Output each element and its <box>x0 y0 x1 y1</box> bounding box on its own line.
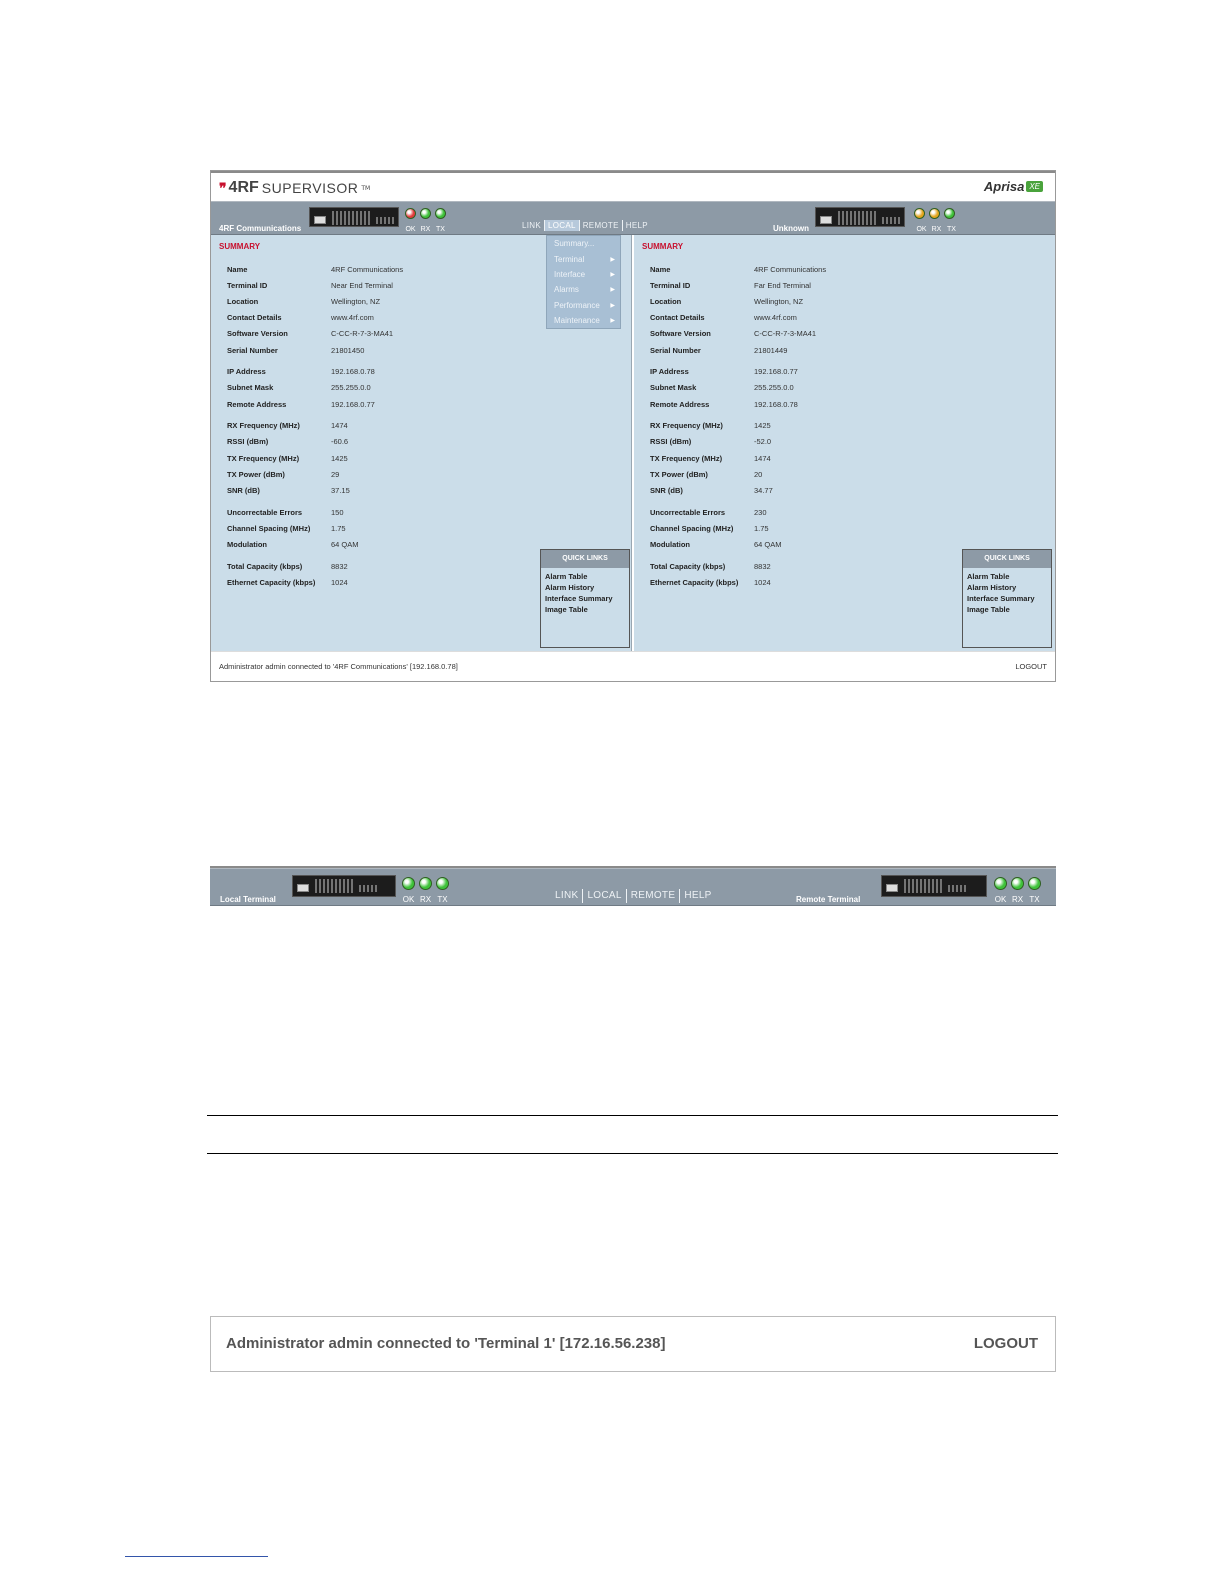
summary-row <box>650 396 950 412</box>
summary-field-label: SNR (dB) <box>227 486 260 496</box>
logout-link[interactable]: LOGOUT <box>973 1335 1038 1352</box>
remote-device-icon[interactable] <box>881 875 987 897</box>
menu-item-label: Alarms <box>554 285 579 295</box>
summary-row <box>227 537 527 553</box>
summary-row <box>227 310 527 326</box>
summary-row <box>650 418 950 434</box>
summary-row <box>227 418 527 434</box>
brand-mark-icon: ❞ <box>219 179 226 196</box>
aprisa-name: Aprisa <box>983 179 1025 194</box>
quick-link-interface-summary[interactable]: Interface Summary <box>545 594 613 603</box>
summary-field-value: 4RF Communications <box>754 264 827 274</box>
summary-row <box>227 396 527 412</box>
connection-status: Administrator admin connected to '4RF Communications' [192.168.0.78] <box>219 662 458 671</box>
summary-field-value: www.4rf.com <box>331 313 374 323</box>
summary-field-value: 8832 <box>331 561 348 571</box>
summary-row <box>650 466 950 482</box>
summary-row <box>227 466 527 482</box>
summary-row <box>227 434 527 450</box>
led-label-ok: OK <box>916 226 927 233</box>
summary-field-label: Serial Number <box>227 345 278 355</box>
led-label-tx: TX <box>947 226 956 233</box>
quick-link-alarm-table[interactable]: Alarm Table <box>545 572 588 581</box>
rx-led-icon <box>420 208 431 219</box>
summary-row <box>650 277 950 293</box>
local-led-labels <box>405 226 446 233</box>
summary-row <box>650 574 950 590</box>
connection-status: Administrator admin connected to 'Terminal 1' [172.16.56.238] <box>226 1335 666 1352</box>
summary-field-label: IP Address <box>227 367 266 377</box>
terminal-status-bar <box>211 201 1055 235</box>
menu-item-label: Maintenance <box>554 316 600 326</box>
led-label-rx: RX <box>931 226 942 233</box>
summary-row <box>227 342 527 358</box>
remote-device-icon[interactable] <box>815 207 905 227</box>
summary-field-label: RX Frequency (MHz) <box>227 421 300 431</box>
remote-led-labels <box>994 895 1041 904</box>
summary-row <box>650 364 950 380</box>
terminal-strip <box>210 866 1056 906</box>
summary-field-label: RX Frequency (MHz) <box>650 421 723 431</box>
summary-row <box>650 450 950 466</box>
summary-row <box>227 364 527 380</box>
summary-title: SUMMARY <box>642 242 684 251</box>
nav-local[interactable]: LOCAL <box>583 889 626 903</box>
summary-field-label: Subnet Mask <box>650 383 697 393</box>
local-leds <box>405 208 446 219</box>
summary-field-value: 21801449 <box>754 345 788 355</box>
led-label-rx: RX <box>420 226 431 233</box>
menu-item-performance[interactable] <box>547 298 620 313</box>
summary-field-label: SNR (dB) <box>650 486 683 496</box>
summary-field-label: Software Version <box>650 329 711 339</box>
summary-field-value: -52.0 <box>754 437 772 447</box>
logout-link[interactable]: LOGOUT <box>1015 662 1047 671</box>
ok-led-icon <box>405 208 416 219</box>
summary-field-label: Contact Details <box>227 313 282 323</box>
summary-field-label: Name <box>650 264 671 274</box>
brand-name: 4RF <box>228 179 259 196</box>
remote-led-labels <box>916 226 957 233</box>
menu-item-label: Performance <box>554 300 600 310</box>
summary-row <box>650 434 950 450</box>
summary-field-value: 255.255.0.0 <box>754 383 794 393</box>
rx-led-icon <box>419 877 432 890</box>
summary-field-value: 192.168.0.78 <box>331 367 375 377</box>
summary-row <box>650 293 950 309</box>
nav-link[interactable]: LINK <box>551 889 583 903</box>
quick-link-alarm-table[interactable]: Alarm Table <box>967 572 1010 581</box>
summary-field-value: 34.77 <box>754 486 773 496</box>
summary-field-value: www.4rf.com <box>754 313 797 323</box>
summary-field-label: Location <box>227 296 259 306</box>
summary-field-value: 29 <box>331 469 340 479</box>
summary-row <box>650 342 950 358</box>
summary-row <box>227 277 527 293</box>
nav-help[interactable]: HELP <box>684 890 712 901</box>
summary-row <box>650 326 950 342</box>
summary-field-value: 1.75 <box>331 523 346 533</box>
nav-help[interactable]: HELP <box>625 221 648 230</box>
rx-led-icon <box>1011 877 1024 890</box>
local-terminal-name: 4RF Communications <box>219 224 302 233</box>
local-leds <box>402 877 449 890</box>
summary-field-value: 8832 <box>754 561 771 571</box>
quick-link-interface-summary[interactable]: Interface Summary <box>967 594 1035 603</box>
summary-row <box>227 504 527 520</box>
summary-row <box>227 520 527 536</box>
summary-field-value: 192.168.0.77 <box>331 399 375 409</box>
local-dropdown-menu <box>546 235 621 329</box>
summary-field-value: 64 QAM <box>754 540 782 550</box>
ok-led-icon <box>402 877 415 890</box>
summary-row <box>227 326 527 342</box>
summary-field-label: Terminal ID <box>650 280 691 290</box>
submenu-arrow-icon: ▶ <box>610 287 615 294</box>
menu-item-label: Interface <box>554 269 586 279</box>
led-label-ok: OK <box>402 895 415 904</box>
status-bar <box>210 1316 1056 1372</box>
tx-led-icon <box>436 877 449 890</box>
quick-link-image-table[interactable]: Image Table <box>967 605 1010 614</box>
tx-led-icon <box>944 208 955 219</box>
summary-field-label: Modulation <box>227 540 267 550</box>
quick-links-panel <box>962 549 1052 648</box>
rx-led-icon <box>929 208 940 219</box>
summary-row <box>227 261 527 277</box>
summary-field-label: RSSI (dBm) <box>227 437 269 447</box>
summary-field-label: Total Capacity (kbps) <box>227 561 303 571</box>
summary-row <box>650 504 950 520</box>
summary-field-label: Location <box>650 296 682 306</box>
tx-led-icon <box>1028 877 1041 890</box>
app-header <box>211 171 1055 201</box>
summary-row <box>650 482 950 498</box>
supervisor-window <box>210 170 1056 682</box>
summary-field-value: 64 QAM <box>331 540 359 550</box>
nav-local[interactable]: LOCAL <box>545 220 580 231</box>
nav-link[interactable]: LINK <box>519 220 545 231</box>
summary-row <box>227 558 527 574</box>
summary-field-value: 1425 <box>754 421 771 431</box>
summary-field-label: Channel Spacing (MHz) <box>650 523 734 533</box>
summary-field-value: 1474 <box>331 421 348 431</box>
led-label-tx: TX <box>436 226 445 233</box>
summary-field-value: 255.255.0.0 <box>331 383 371 393</box>
summary-field-label: Total Capacity (kbps) <box>650 561 726 571</box>
ok-led-icon <box>914 208 925 219</box>
summary-row <box>650 537 950 553</box>
summary-field-label: Remote Address <box>227 399 287 409</box>
summary-field-value: C-CC-R-7-3-MA41 <box>754 329 817 339</box>
summary-field-value: Wellington, NZ <box>331 296 381 306</box>
local-led-labels <box>402 895 449 904</box>
status-bar <box>211 651 1055 681</box>
summary-field-value: 21801450 <box>331 345 365 355</box>
led-label-rx: RX <box>1011 895 1024 904</box>
summary-row <box>650 261 950 277</box>
remote-leds <box>994 877 1041 890</box>
led-label-tx: TX <box>1029 895 1040 904</box>
summary-field-label: Name <box>227 264 248 274</box>
summary-row <box>227 380 527 396</box>
quick-link-alarm-history[interactable]: Alarm History <box>967 583 1017 592</box>
summary-field-label: Ethernet Capacity (kbps) <box>227 577 316 587</box>
menu-item-label: Terminal <box>554 254 585 264</box>
menu-item-summary[interactable] <box>547 236 620 251</box>
aprisa-logo <box>984 179 1043 194</box>
summary-field-label: TX Frequency (MHz) <box>650 453 723 463</box>
summary-field-value: -60.6 <box>331 437 349 447</box>
submenu-arrow-icon: ▶ <box>610 256 615 263</box>
summary-row <box>227 450 527 466</box>
nav-remote[interactable]: REMOTE <box>627 889 681 903</box>
menu-item-alarms[interactable] <box>547 282 620 297</box>
summary-field-label: Channel Spacing (MHz) <box>227 523 311 533</box>
menu-item-terminal[interactable] <box>547 251 620 266</box>
summary-field-label: RSSI (dBm) <box>650 437 692 447</box>
remote-summary-panel <box>634 235 1055 651</box>
summary-field-value: 1425 <box>331 453 348 463</box>
summary-field-label: Serial Number <box>650 345 701 355</box>
summary-field-label: Terminal ID <box>227 280 268 290</box>
led-label-ok: OK <box>405 226 416 233</box>
divider <box>207 1153 1058 1154</box>
local-device-icon[interactable] <box>292 875 396 897</box>
summary-field-value: 1.75 <box>754 523 769 533</box>
led-label-rx: RX <box>419 895 432 904</box>
led-label-tx: TX <box>437 895 448 904</box>
remote-leds <box>914 208 955 219</box>
tx-led-icon <box>435 208 446 219</box>
summary-field-label: Contact Details <box>650 313 705 323</box>
summary-field-label: Uncorrectable Errors <box>650 507 726 517</box>
ok-led-icon <box>994 877 1007 890</box>
summary-field-value: Far End Terminal <box>754 280 811 290</box>
summary-field-label: TX Frequency (MHz) <box>227 453 300 463</box>
quick-link-alarm-history[interactable]: Alarm History <box>545 583 595 592</box>
summary-field-value: 192.168.0.77 <box>754 367 798 377</box>
summary-field-value: 230 <box>754 507 767 517</box>
summary-field-value: 150 <box>331 507 344 517</box>
summary-row <box>227 482 527 498</box>
summary-row <box>227 293 527 309</box>
submenu-arrow-icon: ▶ <box>610 318 615 325</box>
summary-field-label: Subnet Mask <box>227 383 274 393</box>
trademark: TM <box>361 184 371 192</box>
menu-item-label: Summary... <box>554 239 595 249</box>
summary-field-value: 20 <box>754 469 763 479</box>
remote-terminal-name: Unknown <box>773 224 809 233</box>
menu-item-interface[interactable] <box>547 267 620 282</box>
submenu-arrow-icon: ▶ <box>610 302 615 309</box>
summary-field-value: C-CC-R-7-3-MA41 <box>331 329 394 339</box>
menu-item-maintenance[interactable] <box>547 313 620 328</box>
product-name: SUPERVISOR <box>261 180 359 196</box>
summary-field-value: 1474 <box>754 453 771 463</box>
submenu-arrow-icon: ▶ <box>610 271 615 278</box>
summary-field-value: 1024 <box>754 577 771 587</box>
main-nav <box>519 220 651 231</box>
summary-row <box>227 574 527 590</box>
led-label-ok: OK <box>994 895 1007 904</box>
summary-field-label: TX Power (dBm) <box>650 469 708 479</box>
summary-title: SUMMARY <box>219 242 261 251</box>
divider <box>207 1115 1058 1116</box>
summary-field-label: Modulation <box>650 540 690 550</box>
nav-remote[interactable]: REMOTE <box>580 220 623 231</box>
local-terminal-name: Local Terminal <box>220 895 276 904</box>
summary-field-label: Uncorrectable Errors <box>227 507 303 517</box>
summary-row <box>650 520 950 536</box>
summary-field-value: Near End Terminal <box>331 280 393 290</box>
summary-field-value: 1024 <box>331 577 348 587</box>
local-fields <box>227 261 527 591</box>
remote-terminal-name: Remote Terminal <box>796 895 861 904</box>
main-nav <box>551 889 716 903</box>
aprisa-badge: XE <box>1026 181 1043 192</box>
summary-row <box>650 380 950 396</box>
summary-field-value: 37.15 <box>331 486 350 496</box>
summary-field-label: Remote Address <box>650 399 710 409</box>
summary-field-value: Wellington, NZ <box>754 296 804 306</box>
quick-links-title: QUICK LINKS <box>963 550 1051 568</box>
brand-logo <box>219 179 370 197</box>
summary-field-value: 4RF Communications <box>331 264 404 274</box>
quick-links-panel <box>540 549 630 648</box>
quick-link-image-table[interactable]: Image Table <box>545 605 588 614</box>
quick-links-title: QUICK LINKS <box>541 550 629 568</box>
footer-link-underline <box>125 1556 268 1557</box>
summary-field-label: TX Power (dBm) <box>227 469 285 479</box>
local-device-icon[interactable] <box>309 207 399 227</box>
summary-field-value: 192.168.0.78 <box>754 399 798 409</box>
summary-field-label: IP Address <box>650 367 689 377</box>
summary-field-label: Software Version <box>227 329 288 339</box>
terminal-status-bar <box>210 868 1056 906</box>
remote-fields <box>650 261 950 591</box>
summary-field-label: Ethernet Capacity (kbps) <box>650 577 739 587</box>
summary-row <box>650 310 950 326</box>
summary-row <box>650 558 950 574</box>
